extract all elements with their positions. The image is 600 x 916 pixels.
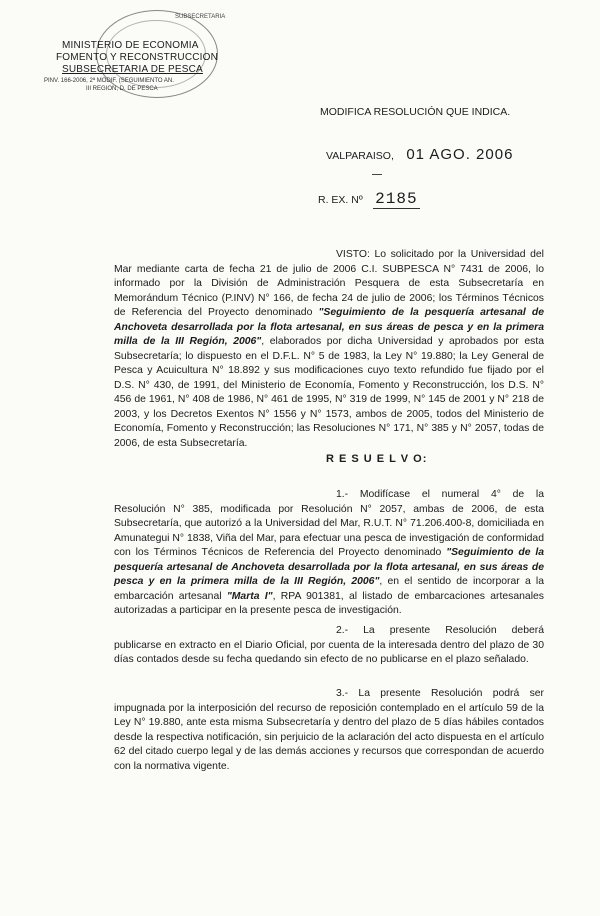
resuelvo-heading: R E S U E L V O: xyxy=(326,453,428,465)
item-2: 2.- La presente Resolución deberá publicarse en extracto en el Diario Oficial, por cuenta de la interesada dentro del plazo de 30 días contados desde su fecha quedando sin efecto de no publicarse en el plazo señalado. xyxy=(114,625,544,665)
rex-number: 2185 xyxy=(375,190,418,208)
place-label: VALPARAISO, xyxy=(326,150,394,162)
header-subsecretaria: SUBSECRETARIA DE PESCA xyxy=(62,64,203,75)
rex-label: R. EX. Nº xyxy=(318,194,363,206)
seal-lettering: SUBSECRETARIA xyxy=(175,14,226,20)
item-1-vessel: "Marta I" xyxy=(226,590,273,602)
visto-paragraph xyxy=(114,248,544,451)
date-stamp: 01 AGO. 2006 xyxy=(406,146,514,163)
visto-label: VISTO: xyxy=(336,249,370,260)
header-ministry: MINISTERIO DE ECONOMIA xyxy=(62,40,199,51)
resolution-number xyxy=(318,190,420,208)
item-1-part3: , RPA 901381, al listado de embarcaciones artesanales autorizadas a participar en la presente pesca de investigación. xyxy=(114,590,544,616)
item-1-part2: , en el sentido de incorporar a la embarcación artesanal xyxy=(114,576,544,602)
item-3: 3.- La presente Resolución podrá ser impugnada por la interposición del recurso de reposición contemplado en el artículo 59 de la Ley N° 19.880, ante esta misma Subsecretaría y dentro del plazo de 5 días hábiles contados desde la respectiva notificación, sin perjuicio de la aclaración del acto dispuesta en el artículo 62 del citado cuerpo legal y de las demás acciones y recursos que correspondan de acuerdo con la normativa vigente. xyxy=(114,688,544,772)
visto-project-title: "Seguimiento de la pesquería artesanal de Anchoveta desarrollada por la flota artesanal, en sus áreas de pesca y en la primera milla de la III Región, 2006" xyxy=(114,307,544,347)
number-dash xyxy=(372,174,382,175)
document-title: MODIFICA RESOLUCIÓN QUE INDICA. xyxy=(320,106,511,118)
visto-rest: , elaborados por dicha Universidad y aprobados por esta Subsecretaría; lo dispuesto en el D.F.L. N° 5 de 1983, la Ley N° 19.880; la Ley General de Pesca y Acuicultura N° 18.892 y sus modificaciones cuyo texto refundido fue fijado por el D.S. N° 430, de 1991, del Ministerio de Economía, Fomento y Reconstrucción, los D.S. N° 456 de 1961, N° 408 de 1986, N° 461 de 1995, N° 319 de 1999, N° 145 de 2001 y N° 218 de 2003, y los Decretos Exentos N° 1556 y N° 1573, ambos de 2005, todos del Ministerio de Economía, Fomento y Reconstrucción; las Resoluciones N° 171, N° 385 y N° 2057, todas de 2006, de esta Subsecretaría. xyxy=(114,336,544,449)
header-ministry-2: FOMENTO Y RECONSTRUCCION xyxy=(56,52,219,63)
item-1 xyxy=(114,488,544,619)
header-ref-region: III REGION, D. DE PESCA xyxy=(86,86,158,92)
place-date xyxy=(326,146,513,164)
item-1-project-title: "Seguimiento de la pesquería artesanal de Anchoveta desarrollada por la flota artesanal, en sus áreas de pesca y en la primera milla de la III Región, 2006" xyxy=(114,547,544,587)
visto-intro: Lo solicitado por la Universidad del Mar mediante carta de fecha 21 de julio de 2006 C.I. SUBPESCA N° 7431 de 2006, lo informado por la División de Administración Pesquera de esta Subsecretaría en Memorándum Técnico (P.INV) N° 166, de fecha 24 de julio de 2006; los Términos Técnicos de Referencia del Proyecto denominado xyxy=(114,249,544,318)
header-ref-code: PINV. 166-2006, 2ª MODIF. (SEGUIMIENTO AN. xyxy=(44,78,174,84)
item-1-part1: 1.- Modifícase el numeral 4° de la Resolución N° 385, modificada por Resolución N° 2057, ambas de 2006, de esta Subsecretaría, que autorizó a la Universidad del Mar, R.U.T. N° 71.206.400-8, domiciliada en Amunategui N° 1838, Viña del Mar, para efectuar una pesca de investigación de conformidad con los Términos Técnicos de Referencia del Proyecto denominado xyxy=(114,489,544,558)
